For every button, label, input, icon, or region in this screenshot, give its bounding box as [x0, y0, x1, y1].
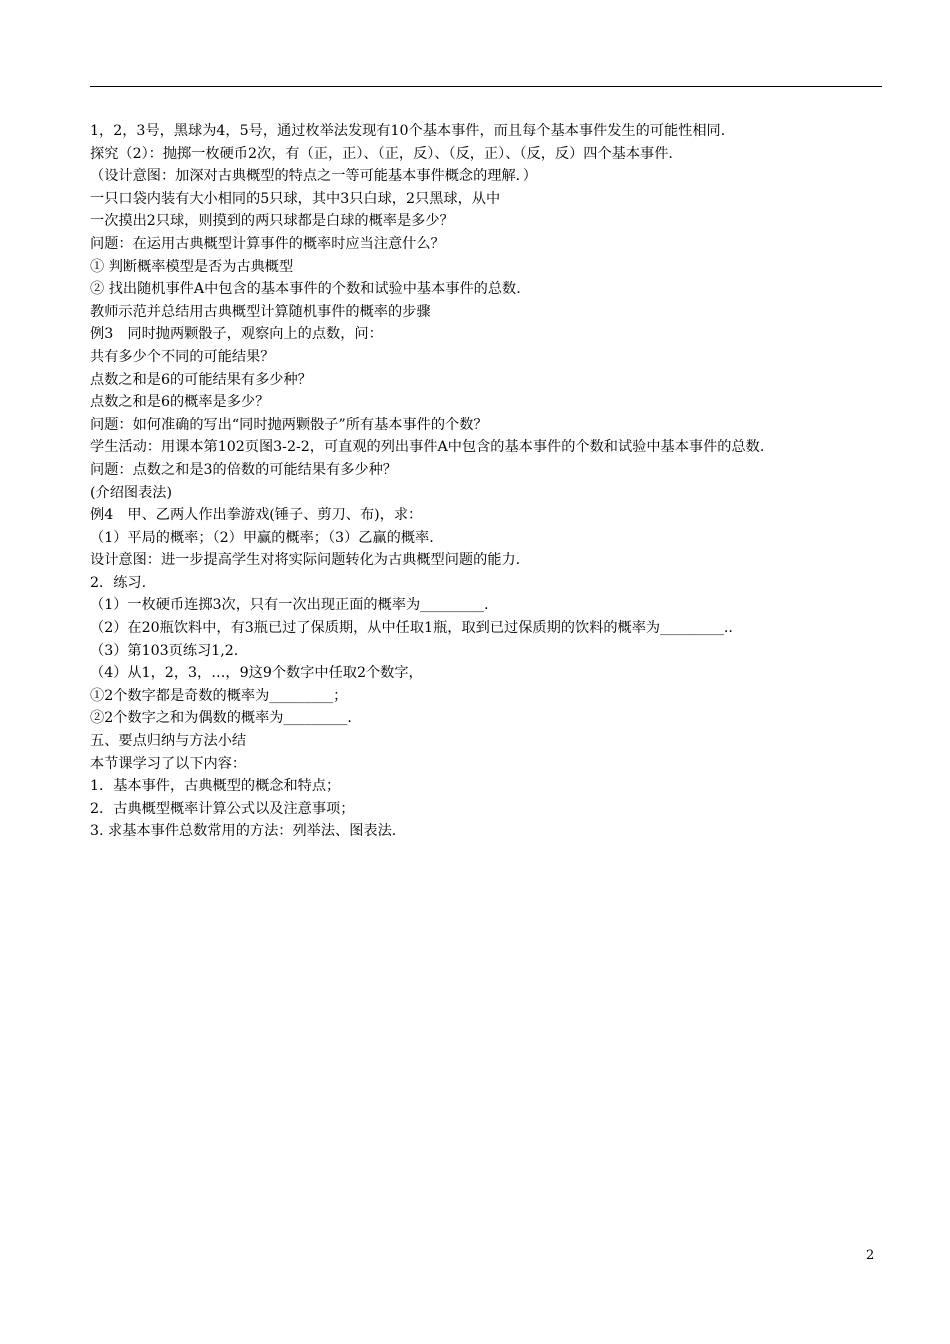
text-line: （4）从1，2，3，…，9这9个数字中任取2个数字，	[90, 665, 423, 682]
text-line: 点数之和是6的可能结果有多少种？	[90, 371, 312, 388]
text-line: 设计意图：进一步提高学生对将实际问题转化为古典概型问题的能力.	[90, 552, 521, 569]
text-line: （1）平局的概率；（2）甲赢的概率；（3）乙赢的概率.	[90, 529, 434, 546]
text-line: 1．基本事件，古典概型的概念和特点；	[90, 778, 341, 795]
text-line: 问题：点数之和是3的倍数的可能结果有多少种？	[90, 461, 397, 478]
text-line: 3. 求基本事件总数常用的方法：列举法、图表法.	[90, 823, 397, 840]
header-rule	[90, 86, 882, 87]
text-line: ① 判断概率模型是否为古典概型	[90, 258, 294, 275]
text-line: 例4 甲、乙两人作出拳游戏(锤子、剪刀、布)，求：	[90, 507, 423, 524]
text-line: ①2个数字都是奇数的概率为_________；	[90, 687, 348, 704]
text-line: 探究（2）：抛掷一枚硬币2次，有（正，正）、（正，反）、（反，正）、（反，反）四个基本事件.	[90, 145, 673, 162]
text-line: 问题：在运用古典概型计算事件的概率时应当注意什么？	[90, 235, 445, 252]
page-number: 2	[866, 1248, 875, 1263]
text-line: 2．古典概型概率计算公式以及注意事项；	[90, 800, 355, 817]
text-line: 一次摸出2只球，则摸到的两只球都是白球的概率是多少？	[90, 213, 454, 230]
text-line: 五、要点归纳与方法小结	[90, 733, 247, 750]
text-line: 问题：如何准确的写出“同时抛两颗骰子”所有基本事件的个数？	[90, 416, 488, 433]
text-line: 学生活动：用课本第102页图3-2-2，可直观的列出事件A中包含的基本事件的个数和试验中基本事件的总数.	[90, 439, 765, 456]
text-line: 本节课学习了以下内容：	[90, 755, 247, 772]
text-line: 2．练习.	[90, 574, 147, 591]
text-line: ② 找出随机事件A中包含的基本事件的个数和试验中基本事件的总数.	[90, 281, 521, 298]
text-line: (介绍图表法)	[90, 484, 173, 501]
text-line: 1，2，3号，黑球为4，5号，通过枚举法发现有10个基本事件，而且每个基本事件发生的可能性相同.	[90, 123, 726, 139]
text-line: 共有多少个不同的可能结果？	[90, 348, 275, 365]
text-line: （1）一枚硬币连掷3次，只有一次出现正面的概率为_________.	[90, 597, 489, 614]
text-line: （2）在20瓶饮料中，有3瓶已过了保质期，从中任取1瓶，取到已过保质期的饮料的概率为_________..	[90, 620, 733, 637]
text-line: 例3 同时抛两颗骰子，观察向上的点数，问：	[90, 326, 383, 343]
text-line: 教师示范并总结用古典概型计算随机事件的概率的步骤	[90, 303, 431, 320]
document-body	[90, 120, 890, 843]
text-line: 一只口袋内装有大小相同的5只球，其中3只白球，2只黑球，从中	[90, 190, 501, 207]
text-line: （设计意图：加深对古典概型的特点之一等可能基本事件概念的理解．）	[90, 168, 537, 185]
text-line: 点数之和是6的概率是多少？	[90, 394, 270, 411]
text-line: （3）第103页练习1,2.	[90, 642, 239, 659]
text-line: ②2个数字之和为偶数的概率为_________.	[90, 710, 352, 727]
